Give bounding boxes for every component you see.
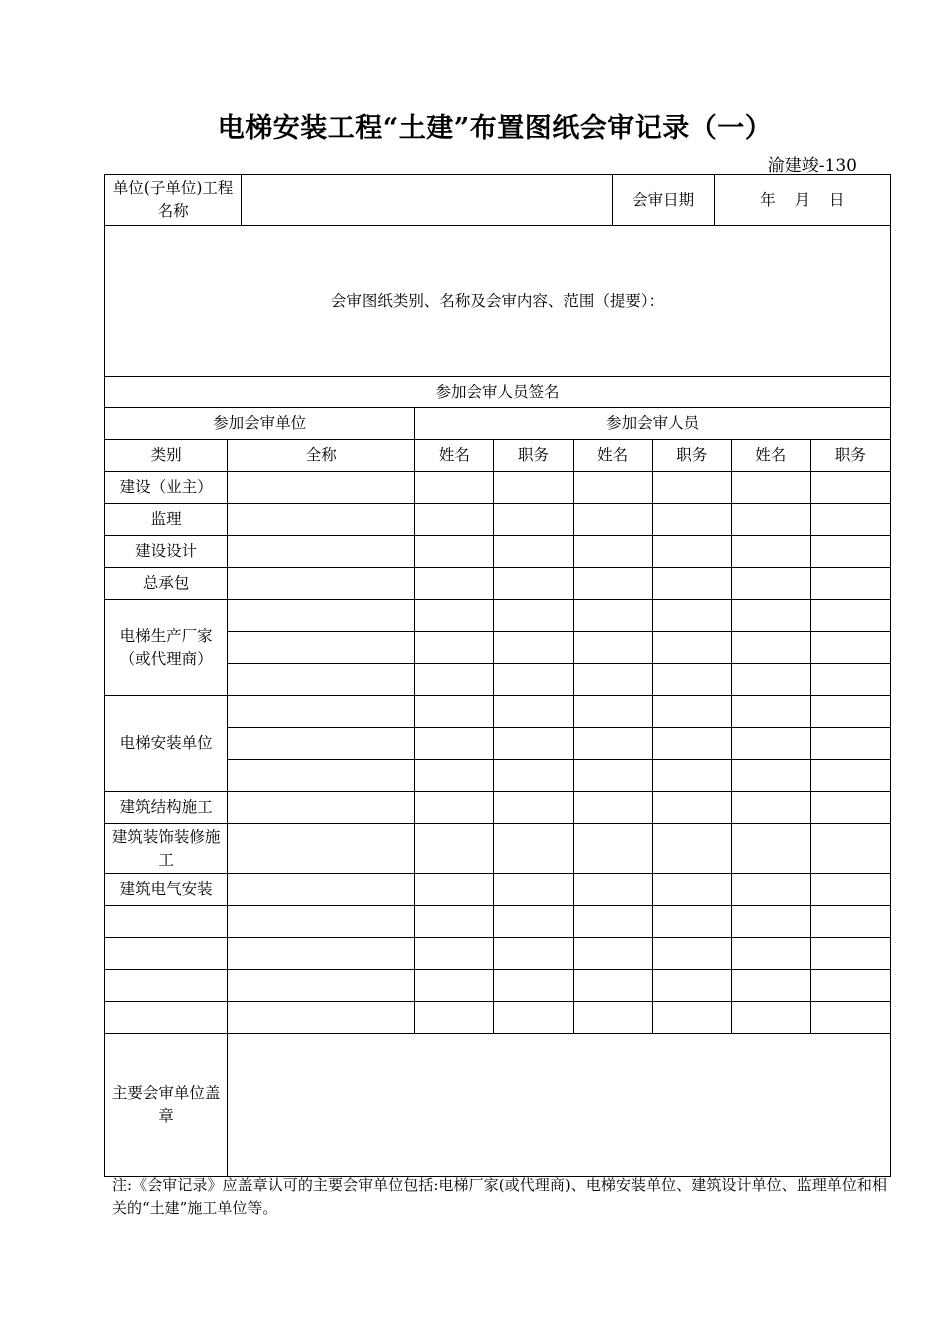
name-cell[interactable]	[731, 728, 810, 760]
name-cell[interactable]	[731, 696, 810, 728]
fullname-cell[interactable]	[228, 970, 415, 1002]
name-cell[interactable]	[573, 664, 652, 696]
position-cell[interactable]	[652, 696, 731, 728]
stamp-area[interactable]	[228, 1034, 891, 1177]
position-cell[interactable]	[652, 970, 731, 1002]
review-date-field[interactable]: 年 月 日	[714, 175, 890, 226]
position-cell[interactable]	[652, 536, 731, 568]
table-row	[105, 792, 891, 824]
name-cell[interactable]	[573, 874, 652, 906]
name-cell[interactable]	[573, 536, 652, 568]
name-cell[interactable]	[731, 938, 810, 970]
position-cell[interactable]	[652, 504, 731, 536]
table-row	[105, 536, 891, 568]
name-cell[interactable]	[415, 728, 494, 760]
review-date-label: 会审日期	[612, 175, 714, 226]
fullname-cell[interactable]	[228, 728, 415, 760]
position-cell[interactable]	[810, 824, 890, 874]
position-cell[interactable]	[810, 504, 890, 536]
name-cell[interactable]	[415, 632, 494, 664]
position-cell[interactable]	[810, 938, 890, 970]
fullname-cell[interactable]	[228, 664, 415, 696]
position-cell[interactable]	[652, 760, 731, 792]
category-general-contractor: 总承包	[105, 568, 228, 600]
name-cell[interactable]	[415, 600, 494, 632]
position-cell[interactable]	[810, 792, 890, 824]
table-row	[105, 472, 891, 504]
position-cell[interactable]	[652, 632, 731, 664]
project-name-label: 单位(子单位)工程名称	[105, 175, 242, 226]
name-cell[interactable]	[415, 472, 494, 504]
column-fullname: 全称	[228, 440, 415, 472]
category-cell[interactable]	[105, 970, 228, 1002]
name-cell[interactable]	[415, 664, 494, 696]
position-cell[interactable]	[494, 536, 573, 568]
participating-persons-header: 参加会审人员	[415, 408, 891, 440]
name-cell[interactable]	[731, 792, 810, 824]
category-decoration-construction: 建筑装饰装修施工	[105, 824, 228, 874]
table-row	[105, 906, 891, 938]
table-row	[105, 874, 891, 906]
name-cell[interactable]	[415, 970, 494, 1002]
fullname-cell[interactable]	[228, 906, 415, 938]
column-name-1: 姓名	[415, 440, 494, 472]
position-cell[interactable]	[652, 600, 731, 632]
position-cell[interactable]	[494, 792, 573, 824]
position-cell[interactable]	[810, 472, 890, 504]
position-cell[interactable]	[494, 970, 573, 1002]
name-cell[interactable]	[573, 568, 652, 600]
review-content-field[interactable]	[105, 226, 891, 377]
position-cell[interactable]	[652, 472, 731, 504]
column-position-2: 职务	[652, 440, 731, 472]
position-cell[interactable]	[494, 760, 573, 792]
name-cell[interactable]	[731, 664, 810, 696]
position-cell[interactable]	[810, 632, 890, 664]
table-row	[105, 938, 891, 970]
name-cell[interactable]	[731, 1002, 810, 1034]
position-cell[interactable]	[494, 874, 573, 906]
name-cell[interactable]	[573, 1002, 652, 1034]
name-cell[interactable]	[573, 824, 652, 874]
position-cell[interactable]	[810, 760, 890, 792]
position-cell[interactable]	[810, 1002, 890, 1034]
name-cell[interactable]	[731, 906, 810, 938]
fullname-cell[interactable]	[228, 1002, 415, 1034]
position-cell[interactable]	[494, 938, 573, 970]
name-cell[interactable]	[415, 568, 494, 600]
position-cell[interactable]	[494, 632, 573, 664]
name-cell[interactable]	[573, 906, 652, 938]
category-design: 建设设计	[105, 536, 228, 568]
name-cell[interactable]	[731, 600, 810, 632]
position-cell[interactable]	[810, 874, 890, 906]
position-cell[interactable]	[810, 696, 890, 728]
position-cell[interactable]	[652, 1002, 731, 1034]
table-row	[105, 696, 891, 728]
position-cell[interactable]	[494, 664, 573, 696]
name-cell[interactable]	[415, 504, 494, 536]
fullname-cell[interactable]	[228, 568, 415, 600]
category-owner: 建设（业主）	[105, 472, 228, 504]
fullname-cell[interactable]	[228, 472, 415, 504]
fullname-cell[interactable]	[228, 504, 415, 536]
name-cell[interactable]	[415, 824, 494, 874]
name-cell[interactable]	[573, 970, 652, 1002]
document-title: 电梯安装工程“土建”布置图纸会审记录（一）	[217, 113, 773, 144]
position-cell[interactable]	[810, 664, 890, 696]
position-cell[interactable]	[652, 824, 731, 874]
category-elevator-manufacturer: 电梯生产厂家（或代理商）	[105, 600, 228, 696]
column-position-3: 职务	[810, 440, 890, 472]
signatures-section-title: 参加会审人员签名	[105, 377, 891, 408]
name-cell[interactable]	[573, 760, 652, 792]
name-cell[interactable]	[731, 970, 810, 1002]
table-row	[105, 568, 891, 600]
name-cell[interactable]	[415, 906, 494, 938]
category-elevator-installer: 电梯安装单位	[105, 696, 228, 792]
table-row	[105, 824, 891, 874]
document-number: 渝建竣-130	[767, 156, 857, 176]
fullname-cell[interactable]	[228, 938, 415, 970]
table-row	[105, 600, 891, 632]
position-cell[interactable]	[652, 728, 731, 760]
project-name-field[interactable]	[242, 175, 612, 226]
name-cell[interactable]	[731, 824, 810, 874]
table-row	[105, 1002, 891, 1034]
position-cell[interactable]	[810, 536, 890, 568]
position-cell[interactable]	[652, 906, 731, 938]
name-cell[interactable]	[731, 632, 810, 664]
fullname-cell[interactable]	[228, 760, 415, 792]
fullname-cell[interactable]	[228, 874, 415, 906]
name-cell[interactable]	[573, 792, 652, 824]
name-cell[interactable]	[731, 504, 810, 536]
name-cell[interactable]	[573, 632, 652, 664]
name-cell[interactable]	[731, 568, 810, 600]
position-cell[interactable]	[652, 664, 731, 696]
category-supervision: 监理	[105, 504, 228, 536]
position-cell[interactable]	[494, 824, 573, 874]
position-cell[interactable]	[652, 938, 731, 970]
position-cell[interactable]	[494, 906, 573, 938]
review-content-label: 会审图纸类别、名称及会审内容、范围（提要）：	[330, 291, 665, 310]
fullname-cell[interactable]	[228, 536, 415, 568]
name-cell[interactable]	[415, 938, 494, 970]
column-category: 类别	[105, 440, 228, 472]
position-cell[interactable]	[652, 568, 731, 600]
name-cell[interactable]	[415, 696, 494, 728]
position-cell[interactable]	[810, 970, 890, 1002]
position-cell[interactable]	[652, 874, 731, 906]
name-cell[interactable]	[415, 536, 494, 568]
position-cell[interactable]	[494, 1002, 573, 1034]
name-cell[interactable]	[573, 504, 652, 536]
position-cell[interactable]	[494, 504, 573, 536]
position-cell[interactable]	[494, 728, 573, 760]
position-cell[interactable]	[494, 568, 573, 600]
name-cell[interactable]	[415, 874, 494, 906]
name-cell[interactable]	[731, 760, 810, 792]
name-cell[interactable]	[731, 874, 810, 906]
name-cell[interactable]	[415, 1002, 494, 1034]
table-row	[105, 970, 891, 1002]
review-record-form	[104, 174, 891, 1177]
participating-units-header: 参加会审单位	[105, 408, 415, 440]
fullname-cell[interactable]	[228, 600, 415, 632]
position-cell[interactable]	[810, 906, 890, 938]
position-cell[interactable]	[810, 568, 890, 600]
name-cell[interactable]	[573, 938, 652, 970]
name-cell[interactable]	[415, 792, 494, 824]
fullname-cell[interactable]	[228, 824, 415, 874]
stamp-label: 主要会审单位盖章	[105, 1034, 228, 1177]
position-cell[interactable]	[810, 600, 890, 632]
position-cell[interactable]	[494, 600, 573, 632]
name-cell[interactable]	[573, 600, 652, 632]
name-cell[interactable]	[731, 472, 810, 504]
position-cell[interactable]	[494, 472, 573, 504]
category-cell[interactable]	[105, 1002, 228, 1034]
name-cell[interactable]	[415, 760, 494, 792]
category-cell[interactable]	[105, 938, 228, 970]
column-position-1: 职务	[494, 440, 573, 472]
name-cell[interactable]	[573, 696, 652, 728]
fullname-cell[interactable]	[228, 792, 415, 824]
category-electrical-installation: 建筑电气安装	[105, 874, 228, 906]
position-cell[interactable]	[652, 792, 731, 824]
column-name-2: 姓名	[573, 440, 652, 472]
name-cell[interactable]	[573, 472, 652, 504]
fullname-cell[interactable]	[228, 696, 415, 728]
name-cell[interactable]	[573, 728, 652, 760]
fullname-cell[interactable]	[228, 632, 415, 664]
position-cell[interactable]	[810, 728, 890, 760]
table-row	[105, 504, 891, 536]
name-cell[interactable]	[731, 536, 810, 568]
category-structure-construction: 建筑结构施工	[105, 792, 228, 824]
footnote: 注:《会审记录》应盖章认可的主要会审单位包括:电梯厂家(或代理商)、电梯安装单位、建筑设计单位、监理单位和相关的“土建”施工单位等。	[112, 1176, 887, 1217]
column-name-3: 姓名	[731, 440, 810, 472]
position-cell[interactable]	[494, 696, 573, 728]
category-cell[interactable]	[105, 906, 228, 938]
